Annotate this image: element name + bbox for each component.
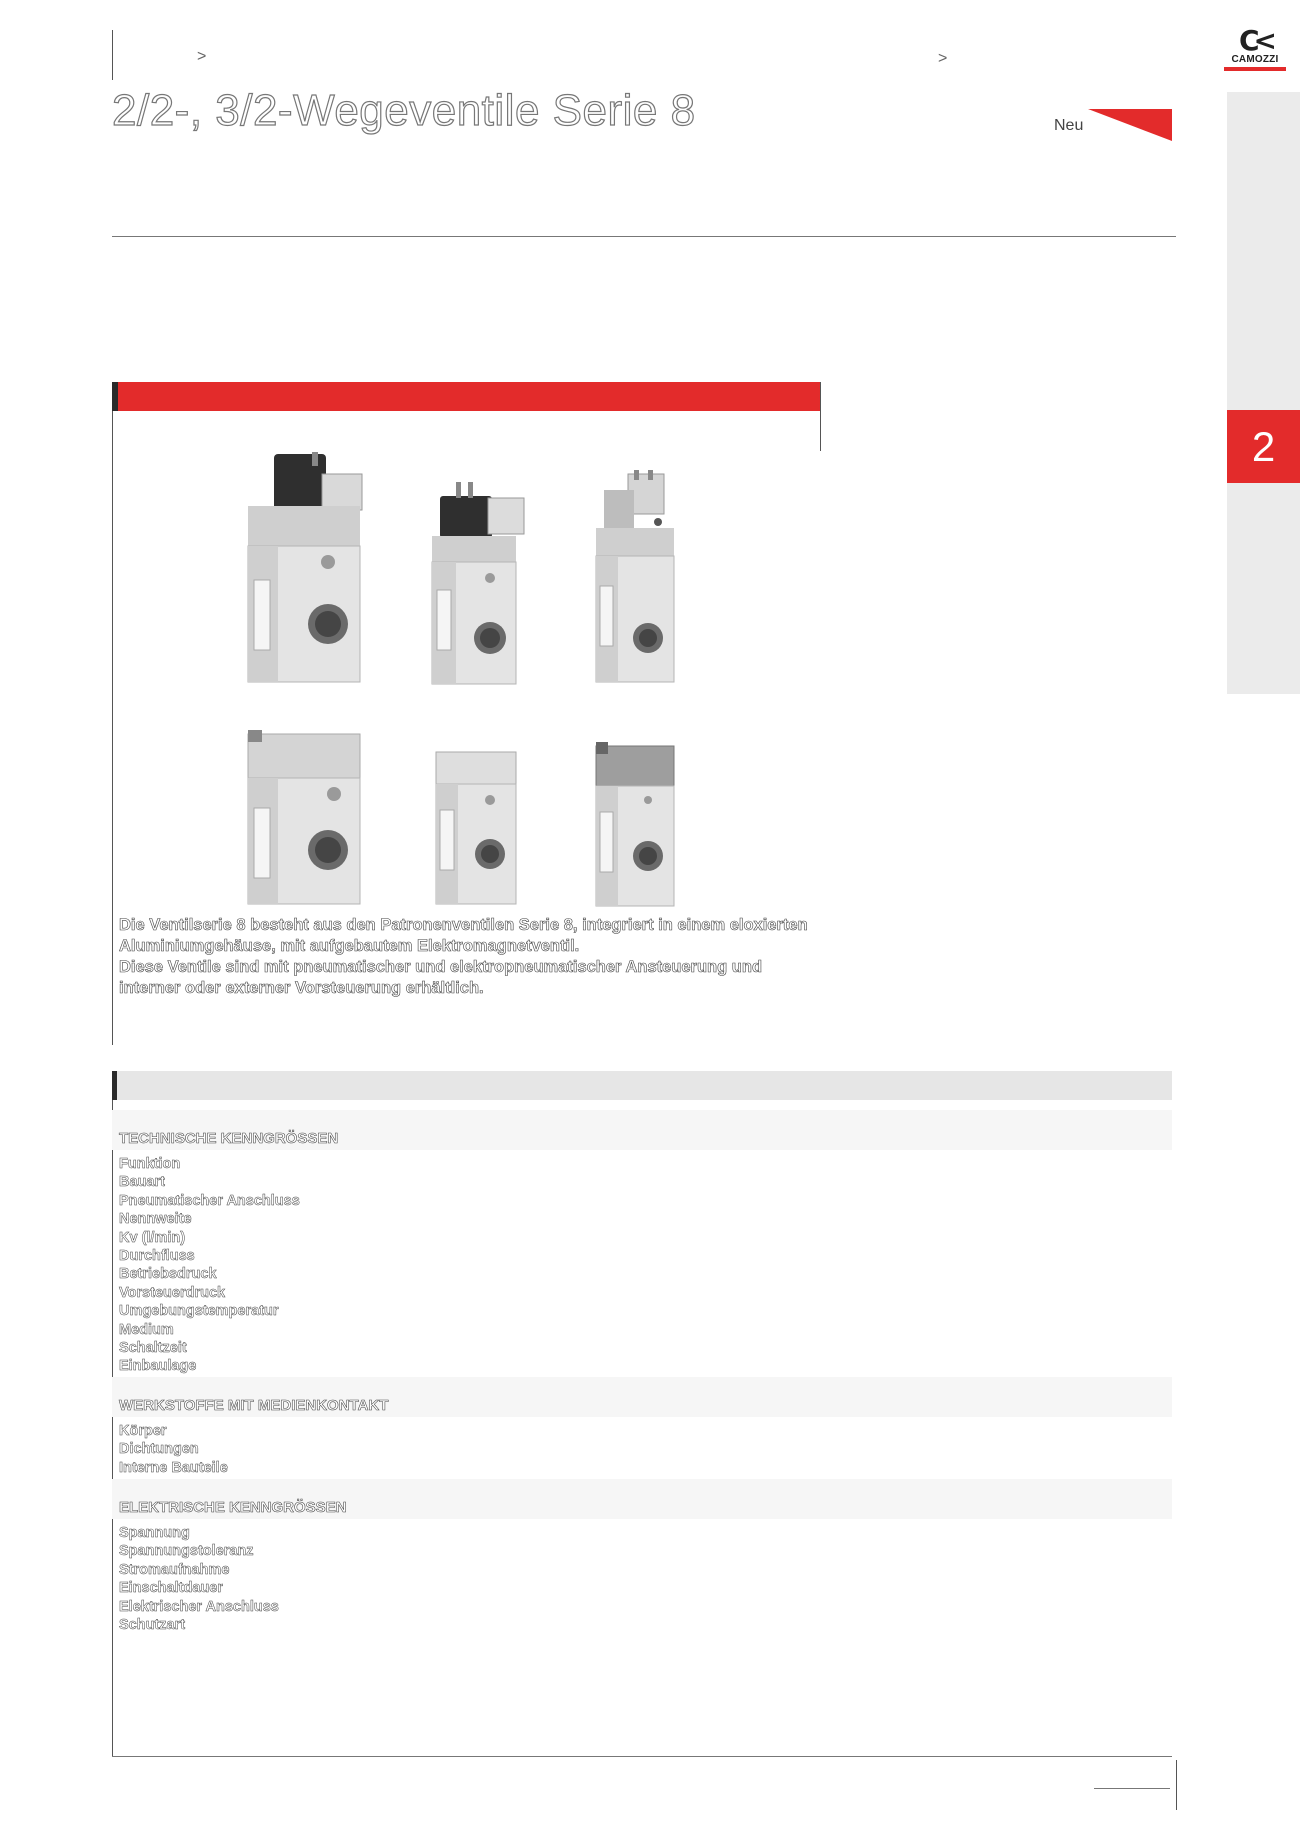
section-title: WERKSTOFFE MIT MEDIENKONTAKT bbox=[119, 1397, 389, 1414]
spec-label: Körper bbox=[119, 1423, 167, 1439]
valve-image-solenoid-connector bbox=[590, 470, 680, 688]
valve-image-solenoid-medium bbox=[428, 478, 528, 690]
spec-label: Durchfluss bbox=[119, 1248, 195, 1264]
spec-label: Betriebsdruck bbox=[119, 1266, 217, 1283]
camozzi-logo-text: CAMOZZI bbox=[1231, 54, 1279, 65]
spec-label: Dichtungen bbox=[119, 1441, 199, 1458]
section-title: TECHNISCHE KENNGRÖSSEN bbox=[119, 1130, 339, 1147]
spec-label: Kv (l/min) bbox=[119, 1229, 186, 1246]
camozzi-logo-mark: C< bbox=[1238, 24, 1271, 57]
spec-label: Spannung bbox=[119, 1525, 190, 1541]
spec-label: Funktion bbox=[119, 1156, 181, 1172]
spec-label: Spannungstoleranz bbox=[119, 1543, 254, 1560]
spec-label: Medium bbox=[119, 1321, 174, 1338]
specs-header-band bbox=[112, 1071, 1172, 1100]
chapter-side-panel bbox=[1227, 92, 1300, 694]
spec-label: Schutzart bbox=[119, 1617, 186, 1633]
specs-bottom-rule bbox=[112, 1756, 1172, 1757]
spec-label: Elektrischer Anschluss bbox=[119, 1598, 279, 1615]
intro-line: Aluminiumgehäuse, mit aufgebautem Elektromagnetventil. bbox=[119, 937, 580, 955]
chapter-tab[interactable]: 2 bbox=[1227, 410, 1300, 483]
footer-vertical-rule bbox=[1176, 1760, 1177, 1810]
section-title: ELEKTRISCHE KENNGRÖSSEN bbox=[119, 1499, 347, 1516]
intro-paragraph bbox=[119, 915, 839, 999]
spec-label: Einschaltdauer bbox=[119, 1580, 223, 1597]
new-badge-flag bbox=[1088, 108, 1174, 142]
spec-label: Interne Bauteile bbox=[119, 1459, 228, 1476]
spec-label: Nennweite bbox=[119, 1211, 192, 1228]
spec-label: Stromaufnahme bbox=[119, 1561, 230, 1578]
new-badge-label: Neu bbox=[1054, 117, 1084, 134]
footer-rule bbox=[1094, 1788, 1170, 1789]
title-divider bbox=[112, 236, 1176, 237]
product-header-band bbox=[112, 382, 821, 411]
section-header bbox=[112, 1377, 1172, 1417]
breadcrumb-separator: > bbox=[938, 50, 948, 67]
spec-label: Umgebungstemperatur bbox=[119, 1303, 279, 1320]
camozzi-logo bbox=[1224, 24, 1286, 71]
intro-line: Die Ventilserie 8 besteht aus den Patronenventilen Serie 8, integriert in einem eloxierten bbox=[119, 916, 808, 934]
valve-image-pneumatic-large bbox=[240, 728, 370, 908]
product-box-left-rule bbox=[112, 411, 113, 1045]
product-box-right-rule bbox=[820, 382, 821, 451]
spec-label: Schaltzeit bbox=[119, 1340, 187, 1356]
spec-label: Einbaulage bbox=[119, 1358, 197, 1375]
specs-left-rule bbox=[112, 1100, 113, 1756]
spec-label: Vorsteuerdruck bbox=[119, 1284, 226, 1301]
intro-line: Diese Ventile sind mit pneumatischer und elektropneumatischer Ansteuerung und bbox=[119, 958, 763, 976]
spec-label: Pneumatischer Anschluss bbox=[119, 1192, 300, 1209]
intro-line: interner oder externer Vorsteuerung erhältlich. bbox=[119, 979, 484, 997]
section-header bbox=[112, 1110, 1172, 1150]
valve-image-pneumatic-small bbox=[590, 742, 680, 910]
breadcrumb-separator: > bbox=[197, 48, 207, 65]
page-title: 2/2-, 3/2-Wegeventile Serie 8 bbox=[112, 86, 696, 135]
header-left-rule bbox=[112, 30, 113, 80]
logo-accent-bar bbox=[1224, 67, 1286, 71]
valve-image-solenoid-large bbox=[240, 452, 370, 690]
valve-image-pneumatic-medium bbox=[430, 748, 526, 908]
section-header bbox=[112, 1479, 1172, 1519]
spec-label: Bauart bbox=[119, 1174, 165, 1191]
